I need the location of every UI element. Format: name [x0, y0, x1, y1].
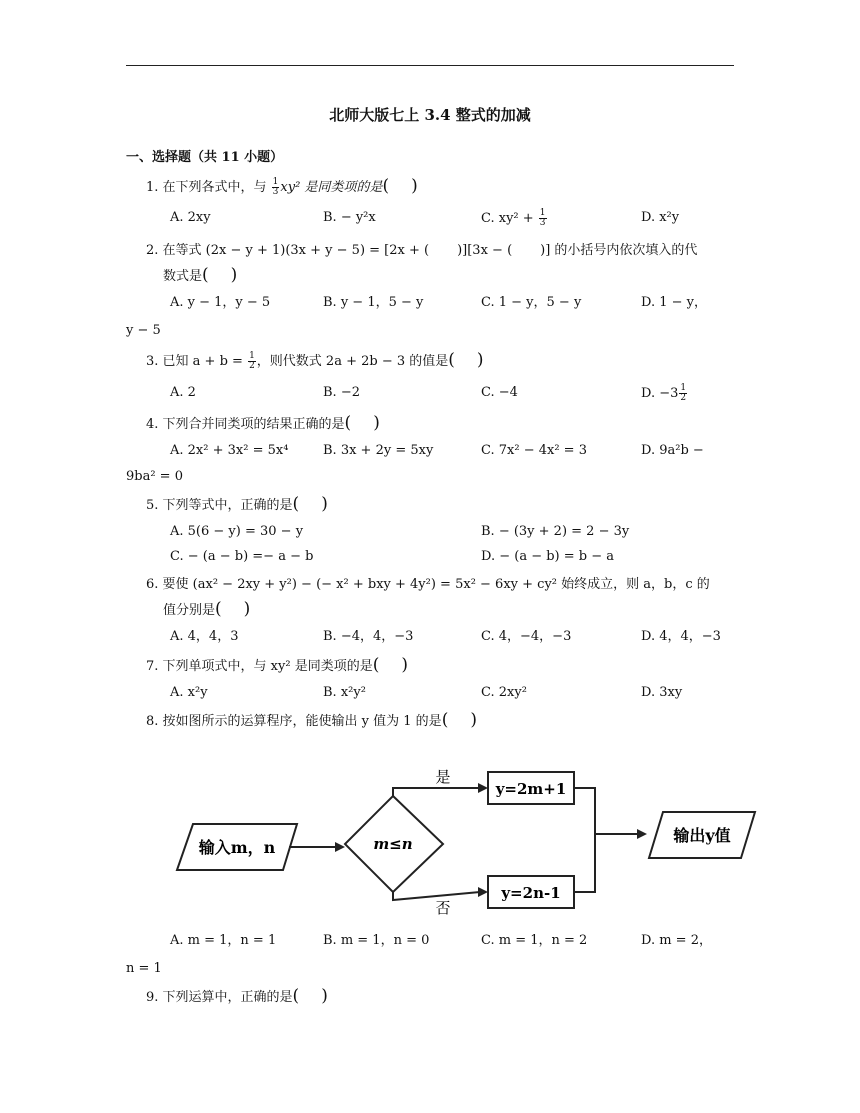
- option-d-overflow: y − 5: [126, 323, 161, 338]
- flowchart-merge-line: [574, 788, 595, 892]
- option-a: A. 5(6 − y) = 30 − y: [170, 524, 304, 539]
- option-a: A. m = 1，n = 1: [170, 933, 277, 948]
- answer-paren: ( ): [202, 265, 238, 285]
- page-title: 北师大版七上 3.4 整式的加减: [329, 106, 531, 124]
- flowchart-yes-box-label: y=2m+1: [495, 780, 567, 798]
- option-c: C. 4，−4，−3: [481, 629, 572, 644]
- answer-paren: ( ): [292, 494, 328, 514]
- answer-paren: ( ): [372, 655, 408, 675]
- flowchart-arrowhead: [637, 829, 647, 839]
- question-5-stem: 5. 下列等式中，正确的是: [146, 498, 293, 513]
- option-c: C. −4: [481, 385, 518, 400]
- option-b: B. m = 1，n = 0: [323, 933, 430, 948]
- flowchart-arrowhead: [478, 887, 488, 897]
- question-9-stem: 9. 下列运算中，正确的是: [146, 990, 293, 1005]
- section-heading: 一、选择题（共 11 小题）: [126, 150, 284, 165]
- option-c: C. m = 1，n = 2: [481, 933, 588, 948]
- option-b: B. 3x + 2y = 5xy: [323, 443, 434, 458]
- option-b: B. x²y²: [323, 685, 366, 700]
- fraction: $\frac{1}{2}$: [680, 383, 687, 403]
- option-a: A. 2xy: [170, 210, 211, 225]
- flowchart-condition-label: m≤n: [373, 835, 413, 853]
- question-4-stem: 4. 下列合并同类项的结果正确的是: [146, 417, 345, 432]
- answer-paren: ( ): [441, 710, 477, 730]
- option-c: C. − (a − b) =− a − b: [170, 549, 314, 564]
- question-6: [146, 576, 710, 594]
- question-2-stem-line2: 数式是: [163, 269, 203, 284]
- option-d: D. 4，4，−3: [641, 629, 721, 644]
- option-d: D. − (a − b) = b − a: [481, 549, 615, 564]
- question-2-stem-c: )] 的小括号内依次填入的代: [540, 243, 698, 258]
- option-a: A. x²y: [170, 685, 208, 700]
- option-c: C. xy² + $\frac{1}{3}$: [481, 208, 546, 228]
- question-5: [146, 494, 328, 515]
- option-d-overflow: n = 1: [126, 961, 162, 976]
- option-d: D. 3xy: [641, 685, 683, 700]
- option-a: A. y − 1，y − 5: [170, 295, 271, 310]
- question-1: [146, 178, 418, 197]
- question-7: [146, 655, 408, 676]
- answer-paren: ( ): [382, 176, 418, 196]
- question-8-stem: 8. 按如图所示的运算程序，能使输出 y 值为 1 的是: [146, 714, 442, 729]
- option-a: A. 4，4，3: [170, 629, 239, 644]
- option-a: A. 2x² + 3x² = 5x⁴: [170, 443, 289, 458]
- fraction: $\frac{1}{2}$: [249, 351, 255, 371]
- question-6-line2: [163, 599, 251, 620]
- option-b: B. −2: [323, 385, 360, 400]
- flowchart-arrowhead: [335, 842, 345, 852]
- flowchart: [165, 758, 765, 918]
- answer-paren: ( ): [292, 986, 328, 1006]
- question-7-stem: 7. 下列单项式中，与 xy² 是同类项的是: [146, 659, 373, 674]
- option-a: A. 2: [170, 385, 196, 400]
- question-3-stem-b: ，则代数式 2a + 2b − 3 的值是: [256, 354, 449, 369]
- flowchart-no-label: 否: [435, 899, 451, 917]
- option-c: C. 2xy²: [481, 685, 527, 700]
- question-3: [146, 352, 484, 371]
- flowchart-yes-line: [393, 788, 480, 796]
- flowchart-output-label: 输出y值: [673, 826, 731, 845]
- question-2: [146, 242, 697, 260]
- fraction: $\frac{1}{3}$: [272, 177, 279, 197]
- flowchart-arrowhead: [478, 783, 488, 793]
- option-c: C. 1 − y，5 − y: [481, 295, 582, 310]
- fraction: $\frac{1}{3}$: [539, 208, 546, 228]
- answer-paren: ( ): [344, 413, 380, 433]
- question-2-stem-b: )][3x − (: [457, 243, 513, 258]
- option-b: B. y − 1，5 − y: [323, 295, 424, 310]
- option-b: B. − y²x: [323, 210, 376, 225]
- answer-paren: ( ): [215, 599, 251, 619]
- option-b: B. −4，4，−3: [323, 629, 414, 644]
- question-8: [146, 710, 477, 731]
- option-d: D. m = 2，: [641, 933, 712, 948]
- question-2-stem-a: 2. 在等式 (2x − y + 1)(3x + y − 5) = [2x + (: [146, 243, 430, 258]
- option-c: C. 7x² − 4x² = 3: [481, 443, 587, 458]
- option-d: D. 9a²b −: [641, 443, 704, 458]
- option-d: D. −3 $\frac{1}{2}$: [641, 383, 687, 403]
- answer-paren: ( ): [448, 350, 484, 370]
- question-1-stem: 1. 在下列各式中，与: [146, 180, 271, 195]
- option-b: B. − (3y + 2) = 2 − 3y: [481, 524, 630, 539]
- question-6-stem-line1: 6. 要使 (ax² − 2xy + y²) − (− x² + bxy + 4y²) = 5x² − 6xy + cy² 始终成立，则 a，b，c 的: [146, 577, 710, 592]
- question-2-line2: [163, 265, 238, 286]
- option-d-overflow: 9ba² = 0: [126, 469, 183, 484]
- header-rule: [126, 65, 734, 66]
- question-3-stem-a: 3. 已知 a + b =: [146, 354, 248, 369]
- flowchart-input-label: 输入m，n: [198, 838, 276, 857]
- question-1-stem-mid: xy² 是同类项的是: [280, 180, 383, 195]
- option-d: D. 1 − y，: [641, 295, 707, 310]
- question-9: [146, 986, 328, 1007]
- option-d: D. x²y: [641, 210, 680, 225]
- flowchart-no-box-label: y=2n-1: [501, 884, 561, 902]
- flowchart-yes-label: 是: [435, 768, 451, 786]
- question-6-stem-line2: 值分别是: [163, 603, 216, 618]
- question-4: [146, 413, 380, 434]
